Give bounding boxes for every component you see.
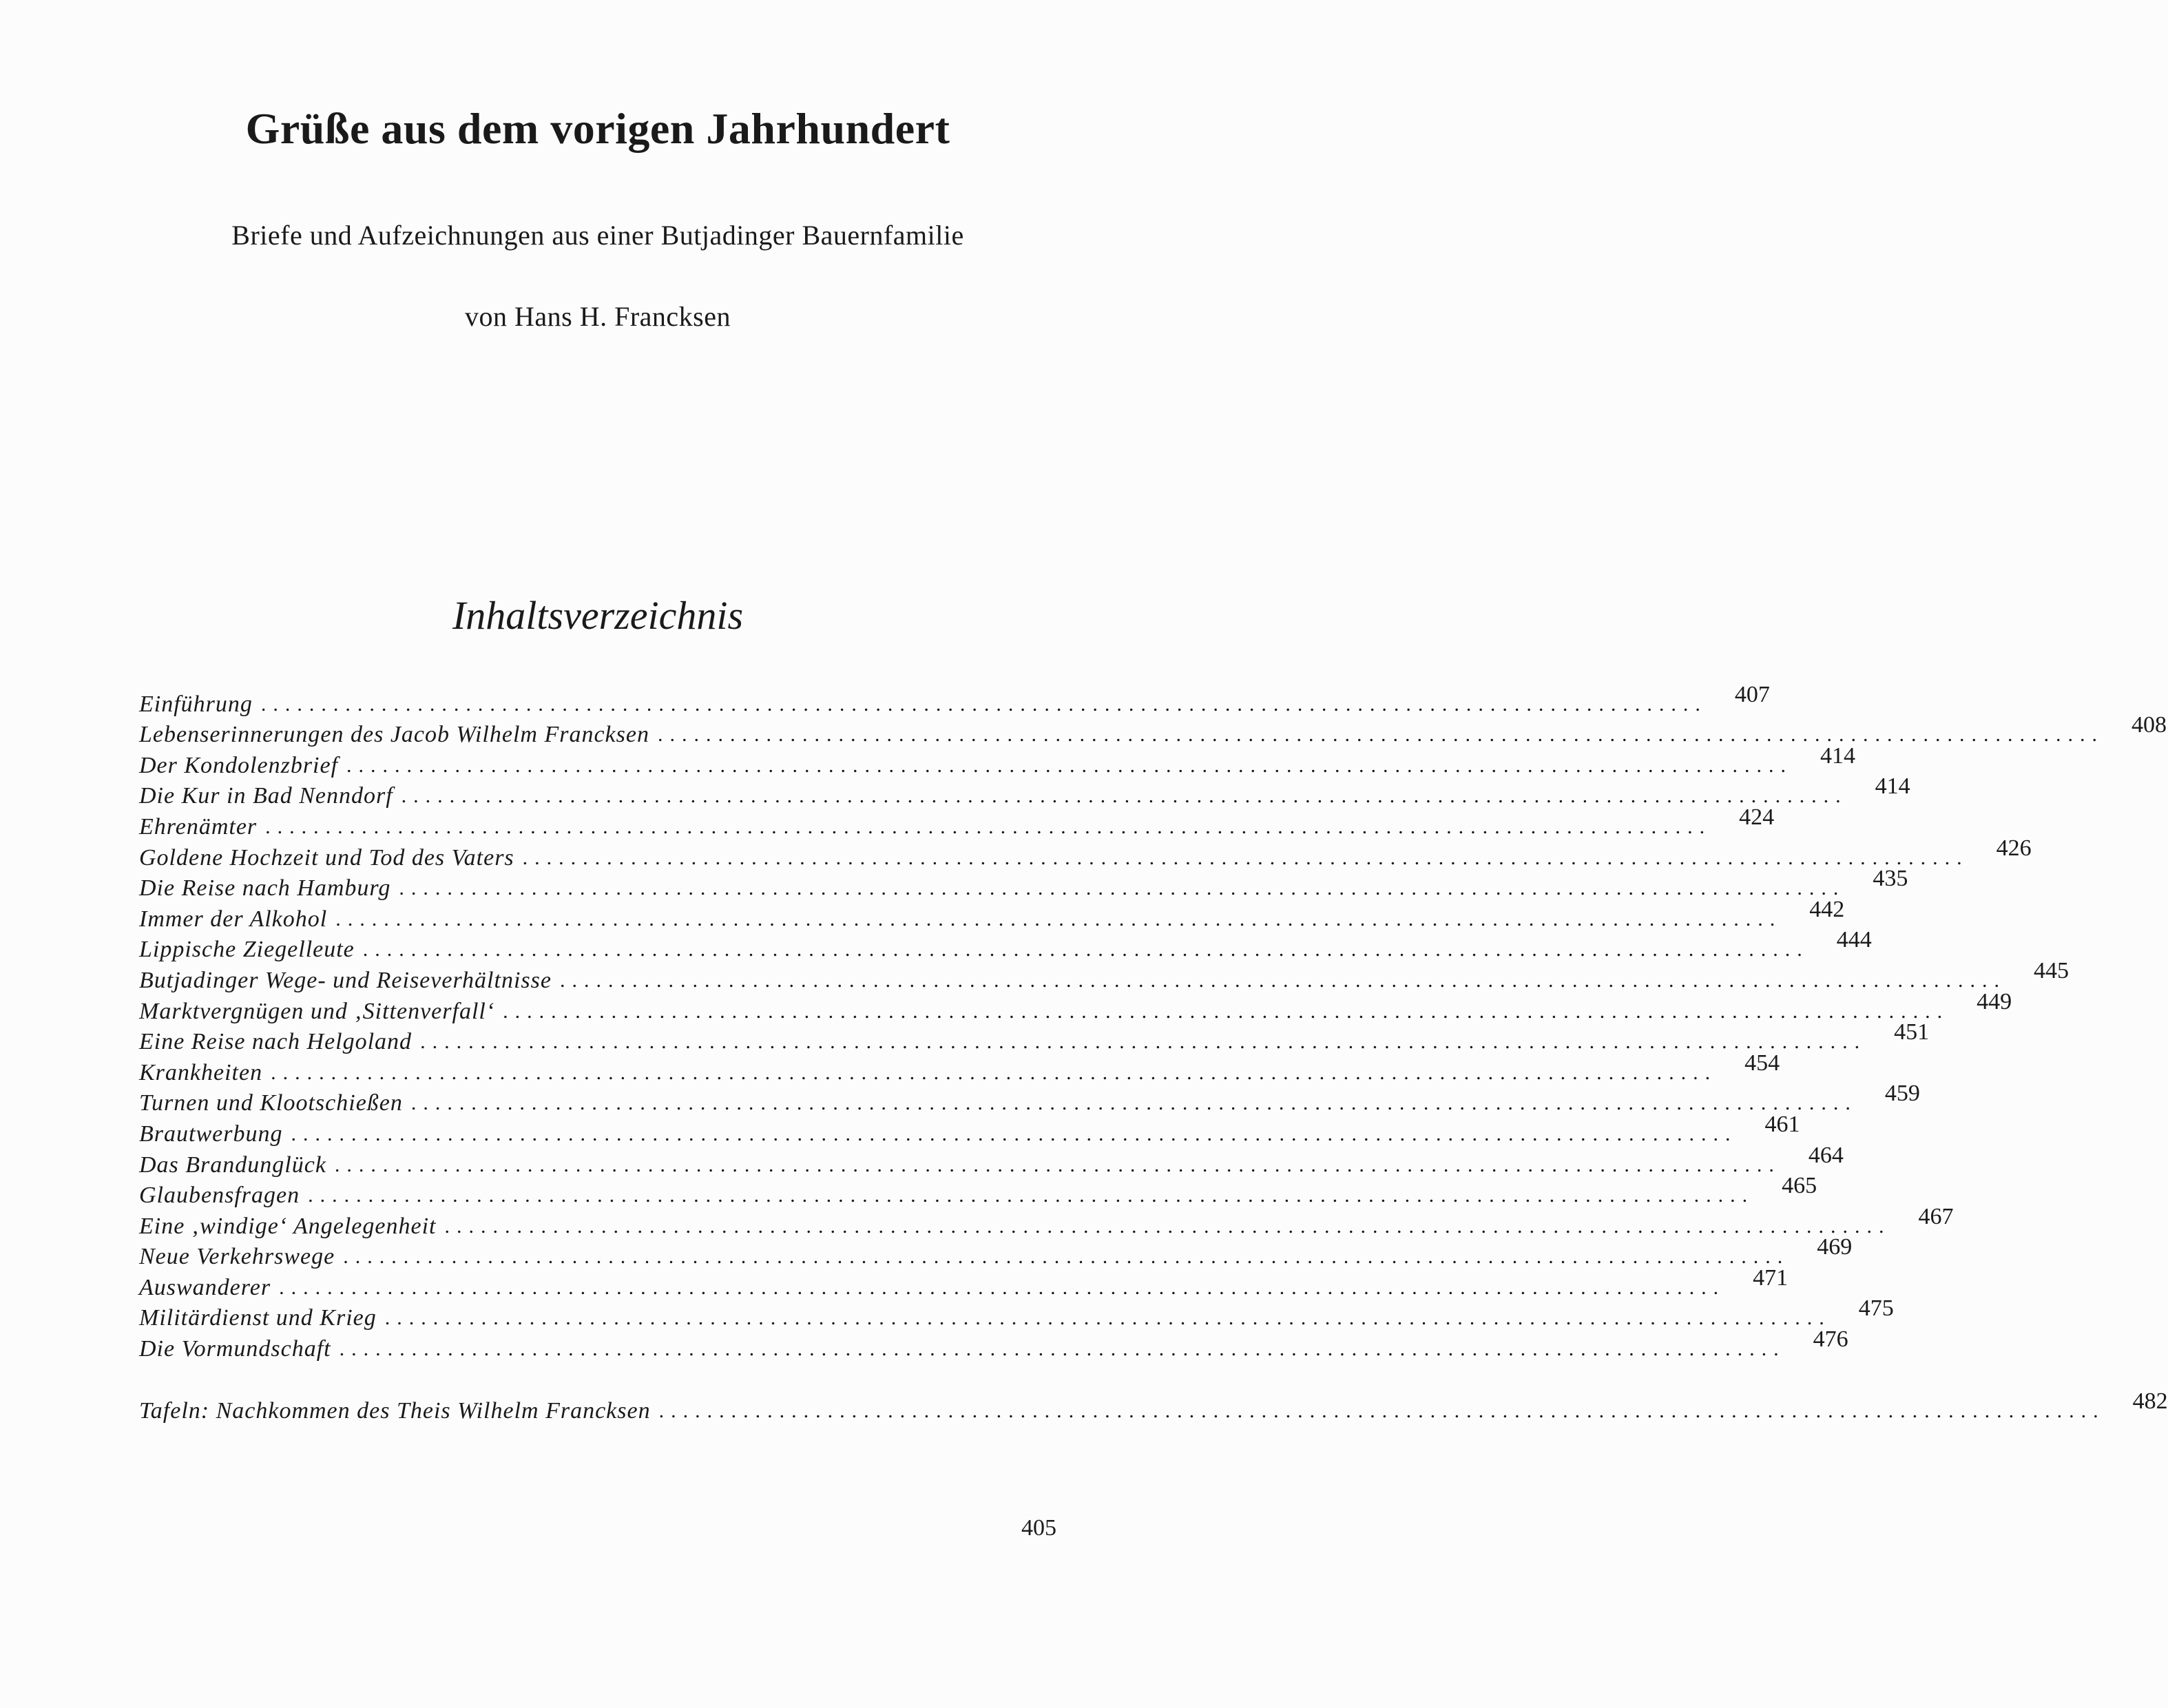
dot-leader: ........................................................................................................................ — [384, 1306, 1831, 1330]
toc-entry — [139, 1173, 1817, 1210]
toc-entry-label: Die Reise nach Hamburg — [139, 875, 399, 902]
toc-entry-page: 465 — [1782, 1173, 1817, 1199]
toc-entry-page: 454 — [1744, 1050, 1780, 1076]
toc-entry — [139, 1081, 1920, 1118]
toc-entry — [139, 866, 1908, 903]
toc-entry-label: Der Kondolenzbrief — [139, 752, 346, 780]
toc-entry-page: 445 — [2033, 957, 2069, 983]
dot-leader: ........................................................................................................................ — [308, 1184, 1755, 1207]
dot-leader: ........................................................................................................................ — [346, 753, 1793, 777]
toc-entry-page: 414 — [1875, 773, 1910, 800]
dot-leader: ........................................................................................................................ — [401, 784, 1848, 808]
toc-entry-label: Eine Reise nach Helgoland — [139, 1028, 420, 1056]
toc-entry-page: 461 — [1764, 1111, 1800, 1137]
toc-entry — [139, 988, 2012, 1025]
toc-entry-page: 467 — [1918, 1203, 1954, 1229]
dot-leader: ........................................................................................................................ — [657, 723, 2104, 747]
toc-entry — [139, 1295, 1894, 1333]
dot-leader: ........................................................................................................................ — [362, 938, 1809, 961]
toc-entry-label: Marktvergnügen und ‚Sittenverfall‘ — [139, 998, 503, 1025]
toc-entry-page: 435 — [1873, 866, 1908, 892]
toc-entry — [139, 742, 1856, 780]
toc-appendix-entry — [139, 1388, 2168, 1425]
dot-leader: ........................................................................................................................ — [522, 846, 1969, 869]
toc-entry — [139, 1264, 1789, 1302]
table-of-contents — [139, 681, 2168, 1425]
toc-entry-label: Auswanderer — [139, 1274, 279, 1302]
toc-entry-page: 469 — [1817, 1234, 1853, 1260]
toc-entry-page: 459 — [1884, 1081, 1920, 1107]
toc-entry-page: 442 — [1809, 896, 1845, 922]
dot-leader: ........................................................................................................................ — [410, 1092, 1857, 1115]
toc-entry-page: 476 — [1813, 1326, 1848, 1353]
toc-entry-label: Brautwerbung — [139, 1121, 291, 1148]
toc-entry-label: Eine ‚windige‘ Angelegenheit — [139, 1213, 444, 1240]
toc-entry-page: 449 — [1977, 988, 2012, 1014]
toc-entry-label: Lippische Ziegelleute — [139, 936, 363, 964]
toc-entry — [139, 1234, 1853, 1271]
toc-entry-label: Lebenserinnerungen des Jacob Wilhelm Francksen — [139, 721, 658, 749]
dot-leader: ........................................................................................................................ — [335, 907, 1782, 930]
toc-entry-label: Ehrenämter — [139, 813, 265, 841]
dot-leader: ........................................................................................................................ — [279, 1275, 1726, 1299]
toc-entry — [139, 773, 1910, 811]
toc-entry-page: 414 — [1820, 742, 1856, 769]
toc-entry — [139, 927, 1872, 964]
dot-leader: ........................................................................................................................ — [343, 1245, 1790, 1269]
toc-entry-label: Neue Verkehrswege — [139, 1243, 343, 1271]
book-subtitle: Briefe und Aufzeichnungen aus einer Butjadinger Bauernfamilie — [231, 220, 964, 251]
dot-leader: ........................................................................................................................ — [559, 968, 2006, 992]
toc-entry-page: 464 — [1808, 1142, 1844, 1168]
toc-entry-label: Glaubensfragen — [139, 1182, 308, 1209]
book-title: Grüße aus dem vorigen Jahrhundert — [245, 104, 950, 153]
toc-entry — [139, 896, 1845, 933]
toc-entry — [139, 1019, 1930, 1056]
dot-leader: ........................................................................................................................ — [658, 1399, 2105, 1422]
toc-entry-page: 475 — [1858, 1295, 1894, 1322]
toc-entry-page: 424 — [1739, 804, 1775, 830]
toc-heading: Inhaltsverzeichnis — [452, 593, 744, 638]
toc-entry-page: 471 — [1753, 1264, 1789, 1291]
dot-leader: ........................................................................................................................ — [334, 1153, 1781, 1176]
page-number: 405 — [1021, 1515, 1056, 1541]
toc-entry — [139, 1326, 1848, 1363]
toc-appendix-page: 482 — [2132, 1388, 2168, 1414]
toc-entry-page: 444 — [1836, 927, 1872, 953]
toc-entry-label: Militärdienst und Krieg — [139, 1304, 385, 1332]
toc-entry — [139, 957, 2069, 994]
toc-spacer — [139, 1363, 1055, 1394]
toc-entry-label: Immer der Alkohol — [139, 906, 335, 933]
dot-leader: ........................................................................................................................ — [271, 1061, 1718, 1084]
toc-entry-label: Das Brandunglück — [139, 1152, 335, 1179]
toc-entry-label: Goldene Hochzeit und Tod des Vaters — [139, 844, 523, 872]
dot-leader: ........................................................................................................................ — [260, 692, 1707, 716]
dot-leader: ........................................................................................................................ — [420, 1030, 1867, 1054]
dot-leader: ........................................................................................................................ — [444, 1214, 1891, 1238]
toc-entry-label: Krankheiten — [139, 1059, 271, 1087]
toc-entry — [139, 835, 2032, 872]
toc-entry — [139, 1203, 1954, 1240]
dot-leader: ........................................................................................................................ — [339, 1337, 1786, 1361]
dot-leader: ........................................................................................................................ — [399, 877, 1846, 900]
toc-entry-label: Turnen und Klootschießen — [139, 1090, 411, 1117]
toc-entry — [139, 1142, 1844, 1179]
toc-entry — [139, 804, 1775, 841]
toc-entry — [139, 681, 1770, 718]
dot-leader: ........................................................................................................................ — [265, 815, 1712, 838]
toc-entry — [139, 712, 2167, 749]
dot-leader: ........................................................................................................................ — [503, 999, 1950, 1023]
toc-entry-page: 426 — [1996, 835, 2032, 861]
toc-entry — [139, 1050, 1780, 1087]
author-line: von Hans H. Francksen — [465, 301, 731, 332]
toc-entry-page: 407 — [1734, 681, 1770, 707]
toc-entry-label: Butjadinger Wege- und Reiseverhältnisse — [139, 967, 560, 994]
toc-entry-page: 451 — [1894, 1019, 1930, 1045]
toc-entry-label: Die Vormundschaft — [139, 1335, 340, 1363]
toc-entry-label: Die Kur in Bad Nenndorf — [139, 782, 402, 810]
toc-entry-label: Einführung — [139, 691, 261, 718]
dot-leader: ........................................................................................................................ — [291, 1122, 1738, 1145]
toc-appendix-label: Tafeln: Nachkommen des Theis Wilhelm Francksen — [139, 1397, 659, 1425]
toc-entry — [139, 1111, 1800, 1148]
toc-entry-page: 408 — [2131, 712, 2167, 738]
